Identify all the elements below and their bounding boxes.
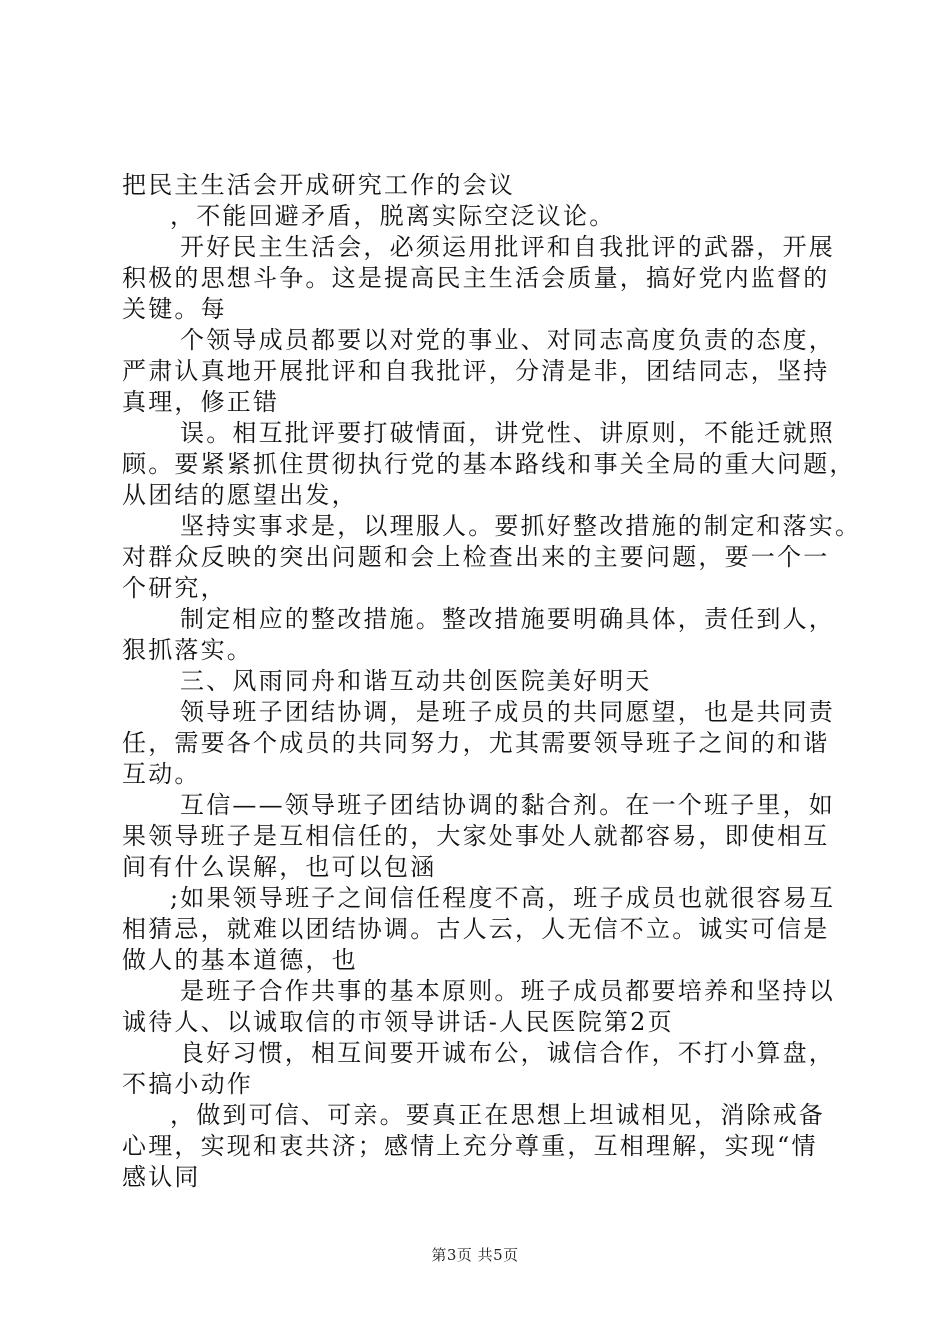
text-line: 做人的基本道德，也: [122, 946, 358, 974]
text-line: ;如果领导班子之间信任程度不高，班子成员也就很容易互: [170, 884, 836, 912]
text-line: 从团结的愿望出发，: [122, 481, 358, 509]
text-line: 顾。要紧紧抓住贯彻执行党的基本路线和事关全局的重大问题，: [122, 450, 856, 478]
text-line: 感认同: [122, 1163, 201, 1191]
text-line: 严肃认真地开展批评和自我批评，分清是非，团结同志，坚持: [122, 357, 830, 385]
text-line: 不搞小动作: [122, 1070, 253, 1098]
text-line: ，不能回避矛盾，脱离实际空泛议论。: [170, 202, 616, 230]
text-line: 制定相应的整改措施。整改措施要明确具体，责任到人，: [180, 605, 835, 633]
text-line: 个研究，: [122, 574, 227, 602]
text-line: 把民主生活会开成研究工作的会议: [122, 171, 515, 199]
text-line: 相猜忌，就难以团结协调。古人云，人无信不立。诚实可信是: [122, 915, 830, 943]
text-line: ，做到可信、可亲。要真正在思想上坦诚相见，消除戒备: [170, 1101, 825, 1129]
text-line: 个领导成员都要以对党的事业、对同志高度负责的态度，: [180, 326, 835, 354]
text-line: 积极的思想斗争。这是提高民主生活会质量，搞好党内监督的: [122, 264, 830, 292]
document-body: [122, 170, 862, 1193]
text-line: 果领导班子是互相信任的，大家处事处人就都容易，即使相互: [122, 822, 830, 850]
text-line: 诚待人、以诚取信的市领导讲话-人民医院第2页: [122, 1008, 674, 1036]
text-line: 开好民主生活会，必须运用批评和自我批评的武器，开展: [180, 233, 835, 261]
text-line: 互信——领导班子团结协调的黏合剂。在一个班子里，如: [180, 791, 835, 819]
text-line: 心理，实现和衷共济；感情上充分尊重，互相理解，实现“情: [122, 1132, 818, 1160]
text-line: 互动。: [122, 760, 201, 788]
text-line: 对群众反映的突出问题和会上检查出来的主要问题，要一个一: [122, 543, 830, 571]
text-line: 误。相互批评要打破情面，讲党性、讲原则，不能迁就照: [180, 419, 835, 447]
text-line: 良好习惯，相互间要开诚布公，诚信合作，不打小算盘，: [180, 1039, 835, 1067]
text-line: 间有什么误解，也可以包涵: [122, 853, 437, 881]
page-number-footer: 第3页 共5页: [431, 1246, 519, 1264]
section-heading: 三、风雨同舟和谐互动共创医院美好明天: [180, 667, 652, 695]
text-line: 任，需要各个成员的共同努力，尤其需要领导班子之间的和谐: [122, 729, 830, 757]
text-line: 真理，修正错: [122, 388, 280, 416]
text-line: 狠抓落实。: [122, 636, 253, 664]
text-line: 关键。每: [122, 295, 227, 323]
text-line: 领导班子团结协调，是班子成员的共同愿望，也是共同责: [180, 698, 835, 726]
text-line: 是班子合作共事的基本原则。班子成员都要培养和坚持以: [180, 977, 835, 1005]
text-line: 坚持实事求是，以理服人。要抓好整改措施的制定和落实。: [180, 512, 862, 540]
